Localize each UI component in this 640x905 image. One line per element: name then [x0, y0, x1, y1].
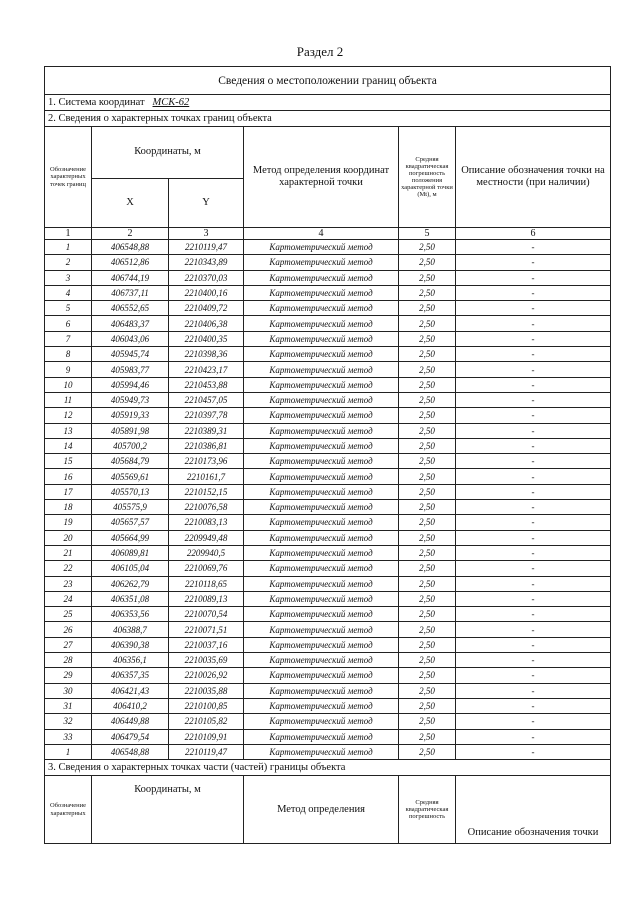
description-cell: -	[456, 285, 611, 300]
description-cell: -	[456, 744, 611, 759]
point-number: 10	[45, 377, 92, 392]
point-number: 33	[45, 729, 92, 744]
header-method: Метод определения координат характерной точки	[244, 127, 399, 228]
description-cell: -	[456, 392, 611, 407]
y-coordinate: 2210071,51	[169, 622, 244, 637]
table-row	[45, 301, 611, 316]
accuracy-cell: 2,50	[399, 285, 456, 300]
description-cell: -	[456, 698, 611, 713]
table-row	[45, 377, 611, 392]
method-cell: Картометрический метод	[244, 561, 399, 576]
accuracy-cell: 2,50	[399, 500, 456, 515]
table-row	[45, 500, 611, 515]
boundary-document	[44, 66, 610, 844]
x-coordinate: 405983,77	[92, 362, 169, 377]
point-number: 1	[45, 744, 92, 759]
table-row	[45, 408, 611, 423]
point-number: 16	[45, 469, 92, 484]
method-cell: Картометрический метод	[244, 622, 399, 637]
column-number: 3	[169, 228, 244, 240]
coord-system-label: 1. Система координат	[48, 97, 145, 108]
y-coordinate: 2210457,05	[169, 392, 244, 407]
header3-accuracy: Средняя квадратическая погрешность	[399, 776, 456, 844]
column-number: 6	[456, 228, 611, 240]
point-number: 29	[45, 668, 92, 683]
coord-system-row	[45, 95, 611, 111]
description-cell: -	[456, 438, 611, 453]
accuracy-cell: 2,50	[399, 301, 456, 316]
method-cell: Картометрический метод	[244, 744, 399, 759]
method-cell: Картометрический метод	[244, 530, 399, 545]
x-coordinate: 406357,35	[92, 668, 169, 683]
method-cell: Картометрический метод	[244, 423, 399, 438]
x-coordinate: 405657,57	[92, 515, 169, 530]
y-coordinate: 2209949,48	[169, 530, 244, 545]
x-coordinate: 406737,11	[92, 285, 169, 300]
y-coordinate: 2210070,54	[169, 607, 244, 622]
point-number: 4	[45, 285, 92, 300]
table-row	[45, 591, 611, 606]
column-number: 2	[92, 228, 169, 240]
description-cell: -	[456, 500, 611, 515]
table-row	[45, 423, 611, 438]
method-cell: Картометрический метод	[244, 576, 399, 591]
accuracy-cell: 2,50	[399, 637, 456, 652]
table-row	[45, 392, 611, 407]
y-coordinate: 2210398,36	[169, 347, 244, 362]
table-row	[45, 653, 611, 668]
table-row	[45, 698, 611, 713]
y-coordinate: 2210400,35	[169, 331, 244, 346]
table-row	[45, 515, 611, 530]
table-row	[45, 668, 611, 683]
accuracy-cell: 2,50	[399, 515, 456, 530]
table-row	[45, 240, 611, 255]
y-coordinate: 2210069,76	[169, 561, 244, 576]
point-number: 13	[45, 423, 92, 438]
table-row	[45, 545, 611, 560]
y-coordinate: 2210089,13	[169, 591, 244, 606]
method-cell: Картометрический метод	[244, 331, 399, 346]
table-row	[45, 744, 611, 759]
method-cell: Картометрический метод	[244, 347, 399, 362]
y-coordinate: 2210389,31	[169, 423, 244, 438]
table-row	[45, 270, 611, 285]
y-coordinate: 2210026,92	[169, 668, 244, 683]
accuracy-cell: 2,50	[399, 683, 456, 698]
accuracy-cell: 2,50	[399, 392, 456, 407]
header3-method: Метод определения	[244, 776, 399, 844]
accuracy-cell: 2,50	[399, 668, 456, 683]
x-coordinate: 406483,37	[92, 316, 169, 331]
description-cell: -	[456, 545, 611, 560]
x-coordinate: 406105,04	[92, 561, 169, 576]
method-cell: Картометрический метод	[244, 714, 399, 729]
method-cell: Картометрический метод	[244, 683, 399, 698]
point-number: 22	[45, 561, 92, 576]
point-number: 18	[45, 500, 92, 515]
accuracy-cell: 2,50	[399, 362, 456, 377]
description-cell: -	[456, 637, 611, 652]
table-row	[45, 561, 611, 576]
table-row	[45, 285, 611, 300]
point-number: 1	[45, 240, 92, 255]
y-coordinate: 2210400,16	[169, 285, 244, 300]
x-coordinate: 406390,38	[92, 637, 169, 652]
description-cell: -	[456, 270, 611, 285]
x-coordinate: 406410,2	[92, 698, 169, 713]
x-coordinate: 405700,2	[92, 438, 169, 453]
accuracy-cell: 2,50	[399, 438, 456, 453]
method-cell: Картометрический метод	[244, 392, 399, 407]
description-cell: -	[456, 408, 611, 423]
point-number: 25	[45, 607, 92, 622]
method-cell: Картометрический метод	[244, 285, 399, 300]
point-number: 14	[45, 438, 92, 453]
y-coordinate: 2210037,16	[169, 637, 244, 652]
column-number: 4	[244, 228, 399, 240]
accuracy-cell: 2,50	[399, 744, 456, 759]
header-accuracy: Средняя квадратическая погрешность положения характерной точки (Mt), м	[399, 127, 456, 228]
y-coordinate: 2210118,65	[169, 576, 244, 591]
point-number: 26	[45, 622, 92, 637]
accuracy-cell: 2,50	[399, 469, 456, 484]
x-coordinate: 405664,99	[92, 530, 169, 545]
y-coordinate: 2210453,88	[169, 377, 244, 392]
method-cell: Картометрический метод	[244, 591, 399, 606]
subsection3-title: 3. Сведения о характерных точках части (частей) границы объекта	[45, 760, 611, 776]
accuracy-cell: 2,50	[399, 545, 456, 560]
accuracy-cell: 2,50	[399, 377, 456, 392]
accuracy-cell: 2,50	[399, 653, 456, 668]
y-coordinate: 2210397,78	[169, 408, 244, 423]
x-coordinate: 405569,61	[92, 469, 169, 484]
description-cell: -	[456, 515, 611, 530]
description-cell: -	[456, 561, 611, 576]
table-row	[45, 576, 611, 591]
y-coordinate: 2210100,85	[169, 698, 244, 713]
accuracy-cell: 2,50	[399, 698, 456, 713]
x-coordinate: 405891,98	[92, 423, 169, 438]
point-number: 30	[45, 683, 92, 698]
accuracy-cell: 2,50	[399, 561, 456, 576]
table-row	[45, 255, 611, 270]
y-coordinate: 2210076,58	[169, 500, 244, 515]
table-row	[45, 530, 611, 545]
table-row	[45, 454, 611, 469]
point-number: 15	[45, 454, 92, 469]
accuracy-cell: 2,50	[399, 530, 456, 545]
accuracy-cell: 2,50	[399, 484, 456, 499]
point-number: 6	[45, 316, 92, 331]
point-number: 17	[45, 484, 92, 499]
subsection2-title: 2. Сведения о характерных точках границ объекта	[45, 111, 611, 127]
column-number: 1	[45, 228, 92, 240]
point-number: 8	[45, 347, 92, 362]
x-coordinate: 405945,74	[92, 347, 169, 362]
y-coordinate: 2210370,03	[169, 270, 244, 285]
table-row	[45, 637, 611, 652]
x-coordinate: 405684,79	[92, 454, 169, 469]
y-coordinate: 2210173,96	[169, 454, 244, 469]
table-row	[45, 622, 611, 637]
description-cell: -	[456, 316, 611, 331]
description-cell: -	[456, 607, 611, 622]
y-coordinate: 2210109,91	[169, 729, 244, 744]
point-number: 5	[45, 301, 92, 316]
method-cell: Картометрический метод	[244, 484, 399, 499]
point-number: 23	[45, 576, 92, 591]
table-row	[45, 331, 611, 346]
point-number: 7	[45, 331, 92, 346]
point-number: 2	[45, 255, 92, 270]
y-coordinate: 2210406,38	[169, 316, 244, 331]
table-row	[45, 683, 611, 698]
y-coordinate: 2210035,69	[169, 653, 244, 668]
point-number: 11	[45, 392, 92, 407]
description-cell: -	[456, 423, 611, 438]
x-coordinate: 405949,73	[92, 392, 169, 407]
point-number: 32	[45, 714, 92, 729]
header-coordinates: Координаты, м	[92, 127, 244, 179]
x-coordinate: 405919,33	[92, 408, 169, 423]
column-number: 5	[399, 228, 456, 240]
x-coordinate: 406512,86	[92, 255, 169, 270]
table-row	[45, 607, 611, 622]
y-coordinate: 2210035,88	[169, 683, 244, 698]
header3-coordinates: Координаты, м	[92, 776, 244, 844]
method-cell: Картометрический метод	[244, 545, 399, 560]
method-cell: Картометрический метод	[244, 607, 399, 622]
x-coordinate: 406744,19	[92, 270, 169, 285]
accuracy-cell: 2,50	[399, 316, 456, 331]
accuracy-cell: 2,50	[399, 729, 456, 744]
description-cell: -	[456, 377, 611, 392]
y-coordinate: 2210119,47	[169, 240, 244, 255]
accuracy-cell: 2,50	[399, 454, 456, 469]
point-number: 31	[45, 698, 92, 713]
y-coordinate: 2210119,47	[169, 744, 244, 759]
table-row	[45, 484, 611, 499]
x-coordinate: 405575,9	[92, 500, 169, 515]
point-number: 20	[45, 530, 92, 545]
accuracy-cell: 2,50	[399, 347, 456, 362]
section-title: Раздел 2	[296, 44, 344, 59]
x-coordinate: 406351,08	[92, 591, 169, 606]
description-cell: -	[456, 469, 611, 484]
accuracy-cell: 2,50	[399, 408, 456, 423]
accuracy-cell: 2,50	[399, 591, 456, 606]
point-number: 21	[45, 545, 92, 560]
table-row	[45, 347, 611, 362]
method-cell: Картометрический метод	[244, 301, 399, 316]
method-cell: Картометрический метод	[244, 469, 399, 484]
table-row	[45, 729, 611, 744]
accuracy-cell: 2,50	[399, 255, 456, 270]
x-coordinate: 406089,81	[92, 545, 169, 560]
table-row	[45, 438, 611, 453]
method-cell: Картометрический метод	[244, 653, 399, 668]
y-coordinate: 2210083,13	[169, 515, 244, 530]
method-cell: Картометрический метод	[244, 377, 399, 392]
method-cell: Картометрический метод	[244, 270, 399, 285]
description-cell: -	[456, 530, 611, 545]
x-coordinate: 406043,06	[92, 331, 169, 346]
header3-point-designation: Обозначение характерных	[45, 776, 92, 844]
x-coordinate: 406548,88	[92, 240, 169, 255]
point-number: 28	[45, 653, 92, 668]
description-cell: -	[456, 362, 611, 377]
point-number: 3	[45, 270, 92, 285]
method-cell: Картометрический метод	[244, 240, 399, 255]
method-cell: Картометрический метод	[244, 500, 399, 515]
header-point-designation: Обозначение характерных точек границ	[45, 127, 92, 228]
coord-system-value: МСК-62	[152, 97, 190, 108]
table-row	[45, 714, 611, 729]
y-coordinate: 2210423,17	[169, 362, 244, 377]
y-coordinate: 2210386,81	[169, 438, 244, 453]
method-cell: Картометрический метод	[244, 454, 399, 469]
description-cell: -	[456, 454, 611, 469]
header-y: Y	[169, 179, 244, 228]
description-cell: -	[456, 576, 611, 591]
description-cell: -	[456, 622, 611, 637]
table-row	[45, 362, 611, 377]
accuracy-cell: 2,50	[399, 576, 456, 591]
description-cell: -	[456, 653, 611, 668]
description-cell: -	[456, 714, 611, 729]
description-cell: -	[456, 301, 611, 316]
accuracy-cell: 2,50	[399, 714, 456, 729]
header-x: X	[92, 179, 169, 228]
y-coordinate: 2209940,5	[169, 545, 244, 560]
table-row	[45, 316, 611, 331]
point-number: 24	[45, 591, 92, 606]
point-number: 12	[45, 408, 92, 423]
x-coordinate: 405570,13	[92, 484, 169, 499]
x-coordinate: 406548,88	[92, 744, 169, 759]
column-number-row	[45, 228, 611, 240]
method-cell: Картометрический метод	[244, 438, 399, 453]
point-number: 9	[45, 362, 92, 377]
x-coordinate: 406262,79	[92, 576, 169, 591]
accuracy-cell: 2,50	[399, 270, 456, 285]
method-cell: Картометрический метод	[244, 637, 399, 652]
accuracy-cell: 2,50	[399, 240, 456, 255]
description-cell: -	[456, 484, 611, 499]
y-coordinate: 2210161,7	[169, 469, 244, 484]
x-coordinate: 406449,88	[92, 714, 169, 729]
y-coordinate: 2210343,89	[169, 255, 244, 270]
header3-description: Описание обозначения точки	[456, 776, 611, 844]
x-coordinate: 406353,56	[92, 607, 169, 622]
accuracy-cell: 2,50	[399, 423, 456, 438]
point-number: 27	[45, 637, 92, 652]
y-coordinate: 2210105,82	[169, 714, 244, 729]
description-cell: -	[456, 683, 611, 698]
table-title: Сведения о местоположении границ объекта	[45, 67, 611, 95]
method-cell: Картометрический метод	[244, 668, 399, 683]
method-cell: Картометрический метод	[244, 729, 399, 744]
description-cell: -	[456, 255, 611, 270]
method-cell: Картометрический метод	[244, 515, 399, 530]
method-cell: Картометрический метод	[244, 316, 399, 331]
method-cell: Картометрический метод	[244, 698, 399, 713]
description-cell: -	[456, 240, 611, 255]
accuracy-cell: 2,50	[399, 331, 456, 346]
method-cell: Картометрический метод	[244, 362, 399, 377]
x-coordinate: 406388,7	[92, 622, 169, 637]
x-coordinate: 406479,54	[92, 729, 169, 744]
x-coordinate: 406421,43	[92, 683, 169, 698]
header-description: Описание обозначения точки на местности (при наличии)	[456, 127, 611, 228]
point-number: 19	[45, 515, 92, 530]
description-cell: -	[456, 347, 611, 362]
method-cell: Картометрический метод	[244, 255, 399, 270]
x-coordinate: 406552,65	[92, 301, 169, 316]
x-coordinate: 405994,46	[92, 377, 169, 392]
description-cell: -	[456, 591, 611, 606]
table-row	[45, 469, 611, 484]
method-cell: Картометрический метод	[244, 408, 399, 423]
accuracy-cell: 2,50	[399, 607, 456, 622]
description-cell: -	[456, 729, 611, 744]
y-coordinate: 2210152,15	[169, 484, 244, 499]
description-cell: -	[456, 668, 611, 683]
description-cell: -	[456, 331, 611, 346]
x-coordinate: 406356,1	[92, 653, 169, 668]
boundary-table	[44, 66, 611, 844]
y-coordinate: 2210409,72	[169, 301, 244, 316]
accuracy-cell: 2,50	[399, 622, 456, 637]
